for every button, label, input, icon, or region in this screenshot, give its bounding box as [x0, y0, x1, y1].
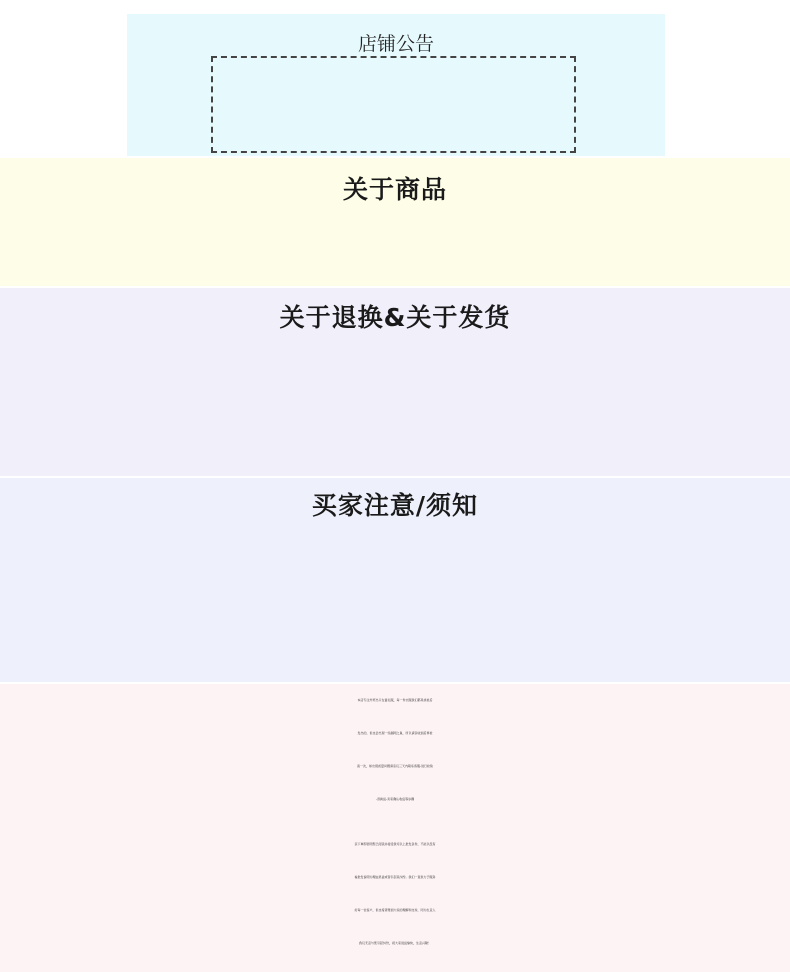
- buyer-notes-section: [0, 478, 790, 682]
- closing-paragraph-line: 发出的，但也会出现一些漏网之鱼，所以请亲收到后再检: [357, 731, 433, 735]
- returns-shipping-section: [0, 288, 790, 476]
- closing-paragraph-line: 看批发说明为理由退货或者引起其纠纷。我们一直致力于服务: [354, 875, 436, 879]
- closing-paragraph-line: 我们无意与您引起纠纷，祝大家进货愉快，生意兴隆！: [358, 941, 431, 945]
- closing-paragraph-line: 查一次，如出现质量问题请亲们三天内联系客服-进行检验: [356, 764, 434, 768]
- store-notice-title: 店铺公告: [357, 33, 434, 55]
- closing-paragraph-line: 本店专注外贸出口女童礼服，每一件衣服我们都是质检后: [357, 698, 433, 702]
- buyer-notes-title: 买家注意/须知: [311, 491, 479, 520]
- store-notice-panel: [127, 14, 665, 156]
- about-product-section: [0, 158, 790, 286]
- returns-shipping-title: 关于退换&关于发货: [279, 303, 511, 332]
- closing-paragraph-line: -退换货-卖家确认收货等步骤: [375, 797, 415, 801]
- store-notice-dashed-frame: [211, 56, 576, 153]
- closing-paragraph-line: 好每一位客户，但也希望得到大家的理解和支持，同为生意人: [354, 908, 436, 912]
- closing-section: [0, 684, 790, 972]
- about-product-title: 关于商品: [342, 175, 447, 204]
- closing-paragraph-line: 亲下单即表明您已阅读并接受我司以上批发条件，不能以没有: [354, 842, 436, 846]
